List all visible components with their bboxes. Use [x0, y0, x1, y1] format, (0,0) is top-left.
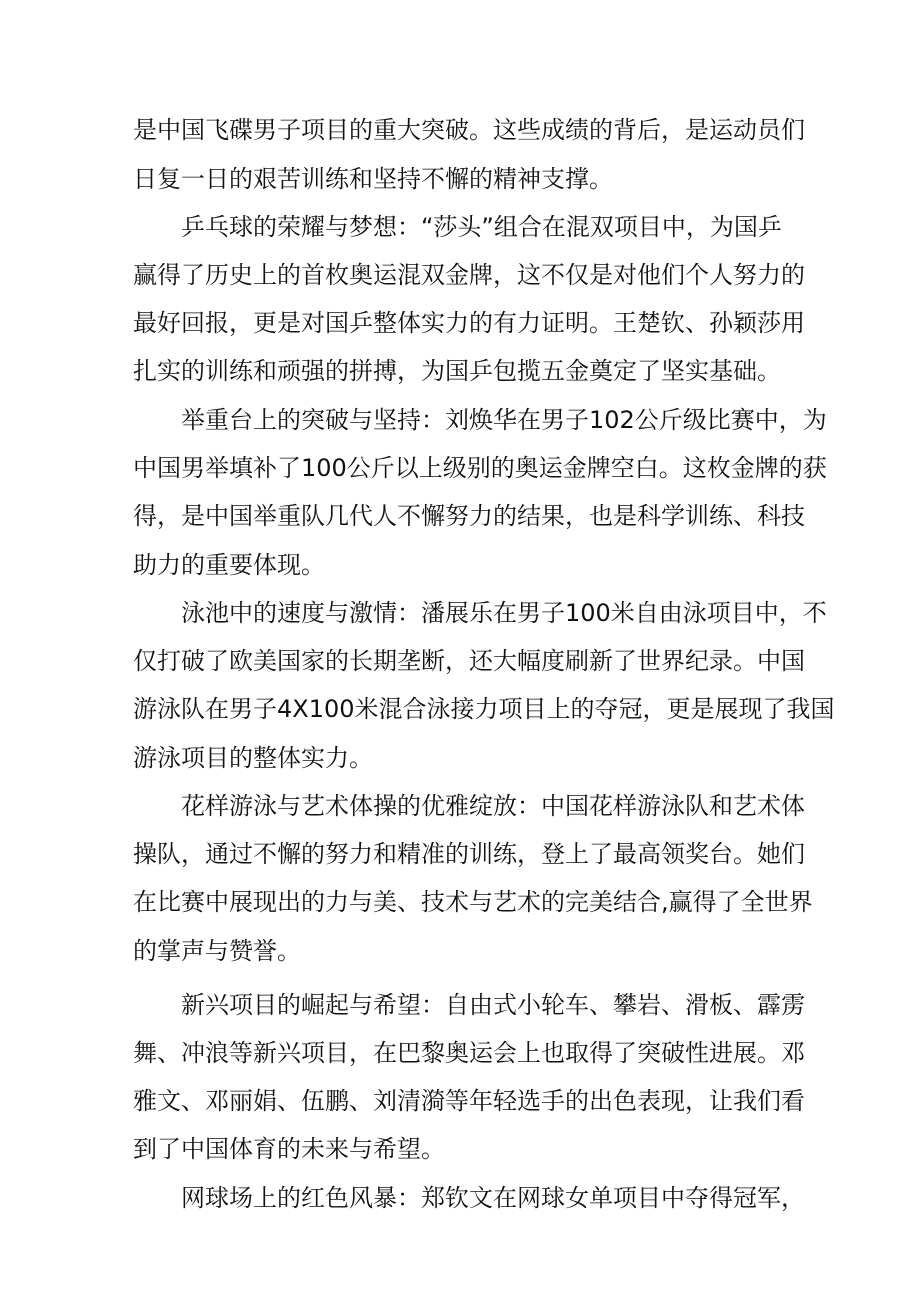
- text-line: 赢得了历史上的首枚奥运混双金牌，这不仅是对他们个人努力的: [133, 261, 805, 289]
- text-line: 雅文、邓丽娟、伍鹏、刘清漪等年轻选手的出色表现，让我们看: [133, 1087, 805, 1115]
- text-line: 在比赛中展现出的力与美、技术与艺术的完美结合,赢得了全世界: [133, 888, 813, 916]
- text-line: 中国男举填补了100公斤以上级别的奥运金牌空白。这枚金牌的获: [133, 454, 827, 482]
- text-line: 乒乓球的荣耀与梦想：“莎头”组合在混双项目中，为国乒: [181, 213, 782, 241]
- text-line: 最好回报，更是对国乒整体实力的有力证明。王楚钦、孙颖莎用: [133, 309, 805, 337]
- text-line: 网球场上的红色风暴：郑钦文在网球女单项目中夺得冠军，: [181, 1184, 805, 1212]
- text-line: 泳池中的速度与激情：潘展乐在男子100米自由泳项目中，不: [181, 599, 827, 627]
- text-line: 的掌声与赞誉。: [133, 937, 301, 965]
- text-line: 助力的重要体现。: [133, 551, 325, 579]
- text-line: 游泳项目的整体实力。: [133, 744, 373, 772]
- text-line: 游泳队在男子4X100米混合泳接力项目上的夺冠，更是展现了我国: [133, 695, 835, 723]
- text-line: 新兴项目的崛起与希望：自由式小轮车、攀岩、滑板、霹雳: [181, 991, 805, 1019]
- text-line: 是中国飞碟男子项目的重大突破。这些成绩的背后，是运动员们: [133, 116, 805, 144]
- text-line: 到了中国体育的未来与希望。: [133, 1135, 445, 1163]
- text-line: 扎实的训练和顽强的拼搏，为国乒包揽五金奠定了坚实基础。: [133, 357, 781, 385]
- text-line: 得，是中国举重队几代人不懈努力的结果，也是科学训练、科技: [133, 502, 805, 530]
- text-line: 仅打破了欧美国家的长期垄断，还大幅度刷新了世界纪录。中国: [133, 647, 805, 675]
- text-line: 舞、冲浪等新兴项目，在巴黎奥运会上也取得了突破性进展。邓: [133, 1039, 805, 1067]
- text-line: 花样游泳与艺术体操的优雅绽放：中国花样游泳队和艺术体: [181, 792, 805, 820]
- text-line: 举重台上的突破与坚持：刘焕华在男子102公斤级比赛中，为: [181, 406, 827, 434]
- text-line: 日复一日的艰苦训练和坚持不懈的精神支撑。: [133, 165, 613, 193]
- text-line: 操队，通过不懈的努力和精准的训练，登上了最高领奖台。她们: [133, 840, 805, 868]
